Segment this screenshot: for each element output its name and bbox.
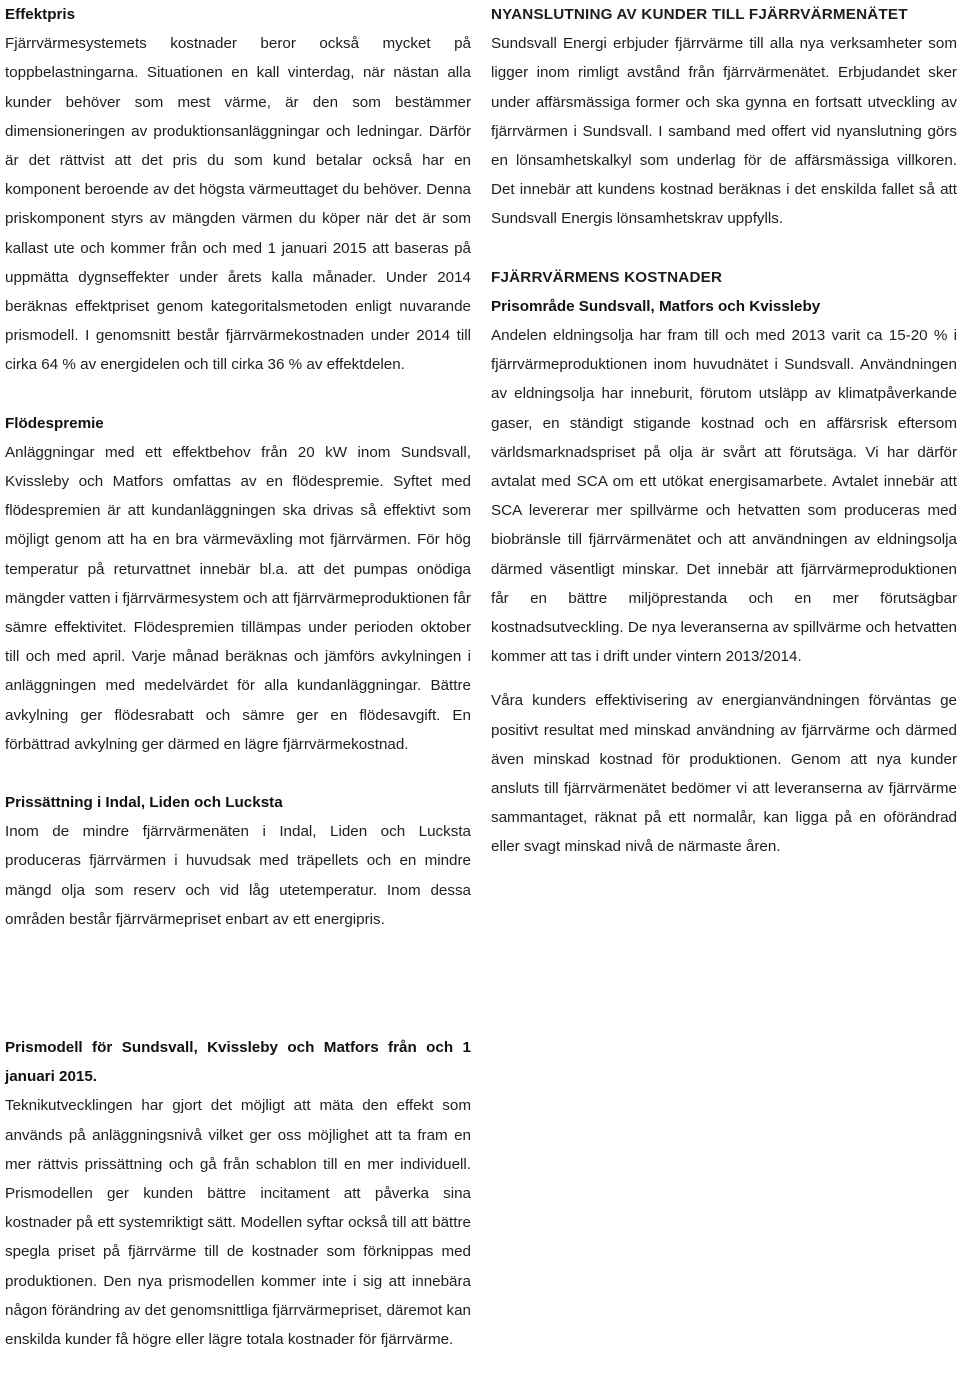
section-heading: Prissättning i Indal, Liden och Lucksta [5, 794, 283, 812]
section-heading: Effektpris [5, 6, 76, 23]
section-heading: Prismodell för Sundsvall, Kvissleby och Matfors från och 1 januari 2015. [5, 1039, 471, 1086]
section-flodespremie [5, 409, 471, 759]
section-body-2: Våra kunders effektivisering av energianvändningen förväntas ge positivt resultat med minskad användning av fjärrvärme och därmed även minskad kostnad för produktionen. Genom att nya kunder ansluts till fjärrvärmenätet bedömer vi att leveranserna av fjärrvärme sammantaget, räknat på ett normalår, kan ligga på en oförändrad eller svagt minskad nivå de närmaste åren. [491, 692, 957, 856]
section-body: Teknikutvecklingen har gjort det möjligt att mäta den effekt som används på anläggningsnivå vilket ger oss möjlighet att ta fram en mer rättvis prissättning och gå från schablon till en mer individuell. Prismodellen ger kunden bättre incitament att påverka sina kostnader på ett systemriktigt sätt. Modellen syftar också till att bättre spegla priset på fjärrvärme till de kostnader som förknippas med produktionen. Den nya prismodellen kommer inte i sig att innebära någon förändring av det genomsnittliga fjärrvärmepriset, däremot kan enskilda kunder få högre eller lägre totala kostnader för fjärrvärme. [5, 1097, 471, 1349]
section-body: Fjärrvärmesystemets kostnader beror också mycket på toppbelastningarna. Situationen en kall vinterdag, när nästan alla kunder behöver som mest värme, är den som bestämmer dimensioneringen av produktionsanläggningar och ledningar. Därför är det rättvist att det pris du som kund betalar också har en komponent beroende av det högsta värmeuttaget du behöver. Denna priskomponent styrs av mängden värmen du köper när det är som kallast ute och kommer från och med 1 januari 2015 att baseras på uppmätta dygnseffekter under årets kalla månader. Under 2014 beräknas effektpriset genom kategoritalsmetoden enligt nuvarande prismodell. I genomsnitt består fjärrvärmekostnaden under 2014 till cirka 64 % av energidelen och till cirka 36 % av effektdelen. [5, 35, 471, 374]
section-kostnader [491, 263, 957, 862]
bottom-block [5, 1033, 471, 1354]
section-body: Andelen eldningsolja har fram till och med 2013 varit ca 15-20 % i fjärrvärmeproduktionen inom huvudnätet i Sundsvall. Användningen av eldningsolja har inneburit, förutom utsläpp av klimatpåverkande gaser, en ständigt stigande kostnad och en affärsrisk eftersom världsmarknadspriset på olja är svårt att förutsäga. Vi har därför avtalat med SCA om ett utökat energisamarbete. Avtalet innebär att SCA levererar mer spillvärme och hetvatten som produceras med biobränsle till fjärrvärmenätet och att användningen av eldningsolja därmed väsentligt minskar. Det innebär att fjärrvärmeproduktionen får en bättre miljöprestanda och en mer förutsägbar kostnadsutveckling. De nya leveranserna av spillvärme och hetvatten kommer att tas i drift under vintern 2013/2014. [491, 327, 957, 666]
section-body: Inom de mindre fjärrvärmenäten i Indal, Liden och Lucksta produceras fjärrvärmen i huvudsak med träpellets och en mindre mängd olja som reserv och vid låg utetemperatur. Inom dessa områden består fjärrvärmepriset enbart av ett energipris. [5, 823, 471, 928]
right-column [491, 0, 957, 862]
section-body: Anläggningar med ett effektbehov från 20 kW inom Sundsvall, Kvissleby och Matfors omfattas av en flödespremie. Syftet med flödespremien är att kundanläggningen ska drivas så effektivt som möjligt genom att ha en bra värmeväxling mot fjärrvärmen. För hög temperatur på returvattnet innebär bl.a. att det pumpas onödiga mängder vatten i fjärrvärmesystem och att fjärrvärmeproduktionen får sämre effektivitet. Flödespremien tillämpas under perioden oktober till och med april. Varje månad beräknas och jämförs avkylningen i anläggningen med medelvärdet för alla kundanläggningar. Bättre avkylning ger flödesrabatt och sämre ger en flödesavgift. En förbättrad avkylning ger därmed en lägre fjärrvärmekostnad. [5, 443, 471, 753]
section-effektpris [5, 0, 471, 380]
section-heading: Flödespremie [5, 414, 104, 432]
left-column [5, 0, 471, 934]
section-heading: FJÄRRVÄRMENS KOSTNADER [491, 268, 723, 286]
section-prissattning [5, 788, 471, 934]
section-nyanslutning [491, 0, 957, 234]
section-subheading: Prisområde Sundsvall, Matfors och Kvissleby [491, 297, 821, 315]
section-heading: NYANSLUTNING AV KUNDER TILL FJÄRRVÄRMENÄTET [491, 6, 908, 23]
section-body: Sundsvall Energi erbjuder fjärrvärme till alla nya verksamheter som ligger inom rimligt avstånd från fjärrvärmenätet. Erbjudandet sker under affärsmässiga former och ska gynna en fortsatt utveckling av fjärrvärmen i Sundsvall. I samband med offert vid nyanslutning görs en lönsamhetskalkyl som underlag för de affärsmässiga villkoren. Det innebär att kundens kostnad beräknas i det enskilda fallet så att Sundsvall Energis lönsamhetskrav uppfylls. [491, 35, 957, 228]
